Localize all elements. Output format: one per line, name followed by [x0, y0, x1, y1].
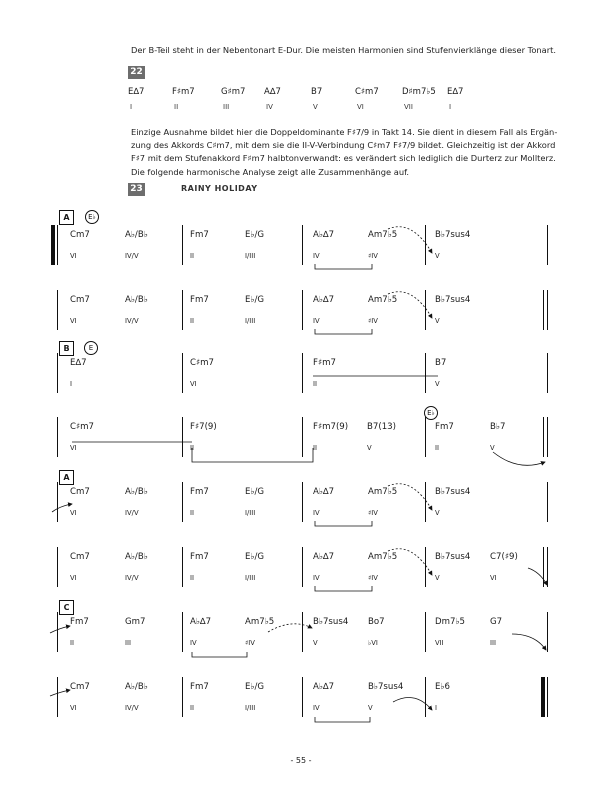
paragraph-2-line: Die folgende harmonische Analyse zeigt alle Zusammenhänge auf.	[131, 166, 410, 177]
chord-symbol: Cm7	[70, 230, 90, 240]
chord-symbol: Dm7♭5	[435, 617, 465, 627]
chord-symbol: Cm7	[70, 487, 90, 497]
roman-numeral: VI	[70, 704, 77, 712]
example-22-chord: G♯m7	[221, 87, 246, 97]
roman-numeral: II	[190, 704, 195, 712]
chord-symbol: B♭7sus4	[313, 617, 349, 627]
example-22-chord: D♯m7♭5	[402, 87, 436, 97]
roman-numeral: VI	[70, 444, 77, 452]
tune-title: RAINY HOLIDAY	[181, 184, 258, 193]
roman-numeral: IV	[313, 574, 320, 582]
roman-numeral: ♯IV	[368, 317, 378, 325]
chord-symbol: A♭∆7	[313, 487, 335, 497]
example-22-function: V	[313, 103, 318, 111]
roman-numeral: V	[435, 509, 440, 517]
chord-symbol: A♭∆7	[313, 552, 335, 562]
chord-symbol: Fm7	[70, 617, 89, 627]
roman-numeral: II	[190, 574, 195, 582]
chord-symbol: E♭/G	[245, 295, 265, 305]
chord-symbol: F♯m7(9)	[313, 422, 349, 432]
roman-numeral: VI	[70, 317, 77, 325]
roman-numeral: III	[125, 639, 132, 647]
example-22-function: III	[223, 103, 230, 111]
example-22-function: II	[174, 103, 179, 111]
chord-symbol: A♭∆7	[313, 295, 335, 305]
chord-symbol: C7(♯9)	[490, 552, 518, 562]
roman-numeral: II	[190, 252, 195, 260]
roman-numeral: V	[313, 639, 318, 647]
roman-numeral: V	[368, 704, 373, 712]
paragraph-2-line: F♯7 mit dem Stufenakkord F♯m7 halbtonverwandt: es verändert sich lediglich die Durterz zur Mollterz.	[131, 153, 556, 164]
roman-numeral: II	[190, 509, 195, 517]
roman-numeral: I/III	[245, 317, 256, 325]
analysis-bracket	[315, 586, 372, 591]
roman-numeral: VI	[490, 574, 497, 582]
intro-text: Der B-Teil steht in der Nebentonart E-Dur. Die meisten Harmonien sind Stufenvierklänge dieser Tonart.	[131, 45, 557, 55]
roman-numeral: V	[367, 444, 372, 452]
roman-numeral: V	[435, 317, 440, 325]
chord-symbol: Fm7	[190, 487, 209, 497]
roman-numeral: V	[435, 252, 440, 260]
example-22-chord: B7	[311, 87, 323, 97]
chord-symbol: B♭7sus4	[368, 682, 404, 692]
example-22-chord: F♯m7	[172, 87, 195, 97]
chord-symbol: B♭7	[490, 422, 506, 432]
roman-numeral: IV	[190, 639, 197, 647]
chord-symbol: Fm7	[190, 682, 209, 692]
roman-numeral: V	[435, 380, 440, 388]
chord-symbol: A♭/B♭	[125, 230, 148, 240]
chord-symbol: Am7♭5	[245, 617, 275, 627]
entry-arrow	[52, 504, 72, 512]
roman-numeral: II	[313, 444, 318, 452]
dashed-resolution-arrow	[388, 549, 432, 575]
roman-numeral: I/III	[245, 704, 256, 712]
chord-symbol: B7(13)	[367, 422, 397, 432]
roman-numeral: V	[490, 444, 495, 452]
chord-symbol: E♭/G	[245, 552, 265, 562]
chord-symbol: Fm7	[190, 230, 209, 240]
paragraph-2-line: zung des Akkords C♯m7, mit dem sie die II-V-Verbindung C♯m7 F♯7/9 bildet. Gleichzeitig ist der Akkord	[131, 140, 556, 151]
roman-numeral: IV	[313, 252, 320, 260]
dashed-resolution-arrow	[268, 624, 312, 632]
analysis-bracket	[315, 264, 372, 269]
chord-symbol: Am7♭5	[368, 552, 398, 562]
chord-symbol: C♯m7	[70, 422, 94, 432]
turnaround-arrow	[493, 452, 545, 465]
roman-numeral: ♯IV	[368, 252, 378, 260]
roman-numeral: II	[190, 317, 195, 325]
chord-symbol: A♭/B♭	[125, 487, 148, 497]
example-22-function: I	[449, 103, 452, 111]
example-22-chord: C♯m7	[355, 87, 379, 97]
roman-numeral: IV/V	[125, 317, 139, 325]
roman-numeral: I/III	[245, 252, 256, 260]
analysis-bracket	[192, 652, 247, 657]
turnaround-arrow	[528, 568, 547, 585]
chord-symbol: F♯m7	[313, 358, 336, 368]
roman-numeral: I/III	[245, 574, 256, 582]
example-22-chord: A∆7	[264, 87, 281, 97]
example-22-chord: E∆7	[447, 87, 464, 97]
key-circle-e: E	[84, 341, 98, 355]
analysis-bracket	[192, 448, 313, 462]
chord-symbol: Fm7	[190, 295, 209, 305]
chord-symbol: Am7♭5	[368, 295, 398, 305]
roman-numeral: ♯IV	[245, 639, 255, 647]
resolution-arrow	[393, 698, 432, 711]
example-22-chord: E∆7	[128, 87, 145, 97]
turnaround-arrow	[512, 634, 546, 650]
chord-symbol: B♭7sus4	[435, 230, 471, 240]
key-circle-eb-return: E♭	[424, 406, 438, 420]
roman-numeral: I	[70, 380, 73, 388]
chord-symbol: A♭∆7	[313, 682, 335, 692]
roman-numeral: IV	[313, 509, 320, 517]
example-22-function: VI	[357, 103, 364, 111]
chord-symbol: A♭∆7	[313, 230, 335, 240]
section-c-box: C	[59, 600, 74, 615]
chord-symbol: E♭/G	[245, 682, 265, 692]
chord-symbol: B♭7sus4	[435, 487, 471, 497]
roman-numeral: ♯IV	[368, 509, 378, 517]
chord-symbol: B7	[435, 358, 447, 368]
analysis-bracket	[315, 717, 370, 722]
chord-symbol: Am7♭5	[368, 230, 398, 240]
chord-symbol: E♭/G	[245, 487, 265, 497]
roman-numeral: IV/V	[125, 574, 139, 582]
chord-symbol: E♭/G	[245, 230, 265, 240]
chord-symbol: A♭/B♭	[125, 295, 148, 305]
analysis-bracket	[315, 521, 372, 526]
roman-numeral: IV/V	[125, 704, 139, 712]
roman-numeral: VI	[70, 574, 77, 582]
chord-symbol: B♭7sus4	[435, 295, 471, 305]
chord-symbol: B♭7sus4	[435, 552, 471, 562]
chord-symbol: C♯m7	[190, 358, 214, 368]
example-22-function: VII	[404, 103, 413, 111]
roman-numeral: II	[70, 639, 75, 647]
key-circle-eb: E♭	[85, 210, 99, 224]
chord-symbol: Cm7	[70, 682, 90, 692]
chord-symbol: E∆7	[70, 358, 87, 368]
dashed-resolution-arrow	[388, 292, 432, 318]
chord-symbol: Gm7	[125, 617, 146, 627]
chord-symbol: Cm7	[70, 552, 90, 562]
roman-numeral: IV	[313, 317, 320, 325]
dashed-resolution-arrow	[388, 227, 432, 253]
example-22-function: I	[130, 103, 133, 111]
section-a-box: A	[59, 210, 74, 225]
roman-numeral: II	[313, 380, 318, 388]
entry-arrow	[50, 626, 70, 633]
section-b-box: B	[59, 341, 74, 356]
dashed-resolution-arrow	[388, 484, 432, 510]
roman-numeral: VI	[70, 252, 77, 260]
roman-numeral: ♭VI	[368, 639, 378, 647]
roman-numeral: II	[435, 444, 440, 452]
paragraph-2-line: Einzige Ausnahme bildet hier die Doppeldominante F♯7/9 in Takt 14. Sie dient in diesem Fall als Ergän-	[131, 127, 558, 137]
example-23-number: 23	[128, 183, 145, 196]
chord-symbol: A♭/B♭	[125, 552, 148, 562]
roman-numeral: I/III	[245, 509, 256, 517]
roman-numeral: VII	[435, 639, 444, 647]
roman-numeral: IV	[313, 704, 320, 712]
roman-numeral: VI	[70, 509, 77, 517]
roman-numeral: V	[435, 574, 440, 582]
roman-numeral: VI	[190, 380, 197, 388]
chord-symbol: G7	[490, 617, 503, 627]
section-a2-box: A	[59, 470, 74, 485]
roman-numeral: III	[490, 639, 497, 647]
chord-symbol: Cm7	[70, 295, 90, 305]
example-22-function: IV	[266, 103, 273, 111]
roman-numeral: I	[435, 704, 438, 712]
roman-numeral: ♯IV	[368, 574, 378, 582]
chord-symbol: Am7♭5	[368, 487, 398, 497]
chord-symbol: Bo7	[368, 617, 385, 627]
roman-numeral: II	[190, 444, 195, 452]
chord-symbol: F♯7(9)	[190, 422, 217, 432]
entry-arrow	[50, 690, 70, 696]
chord-symbol: Fm7	[435, 422, 454, 432]
chord-symbol: Fm7	[190, 552, 209, 562]
chord-symbol: E♭6	[435, 682, 450, 692]
analysis-bracket	[315, 329, 372, 334]
chord-symbol: A♭/B♭	[125, 682, 148, 692]
example-22-number: 22	[128, 66, 145, 79]
roman-numeral: IV/V	[125, 509, 139, 517]
roman-numeral: IV/V	[125, 252, 139, 260]
chord-symbol: A♭∆7	[190, 617, 212, 627]
page-number: - 55 -	[290, 756, 312, 765]
